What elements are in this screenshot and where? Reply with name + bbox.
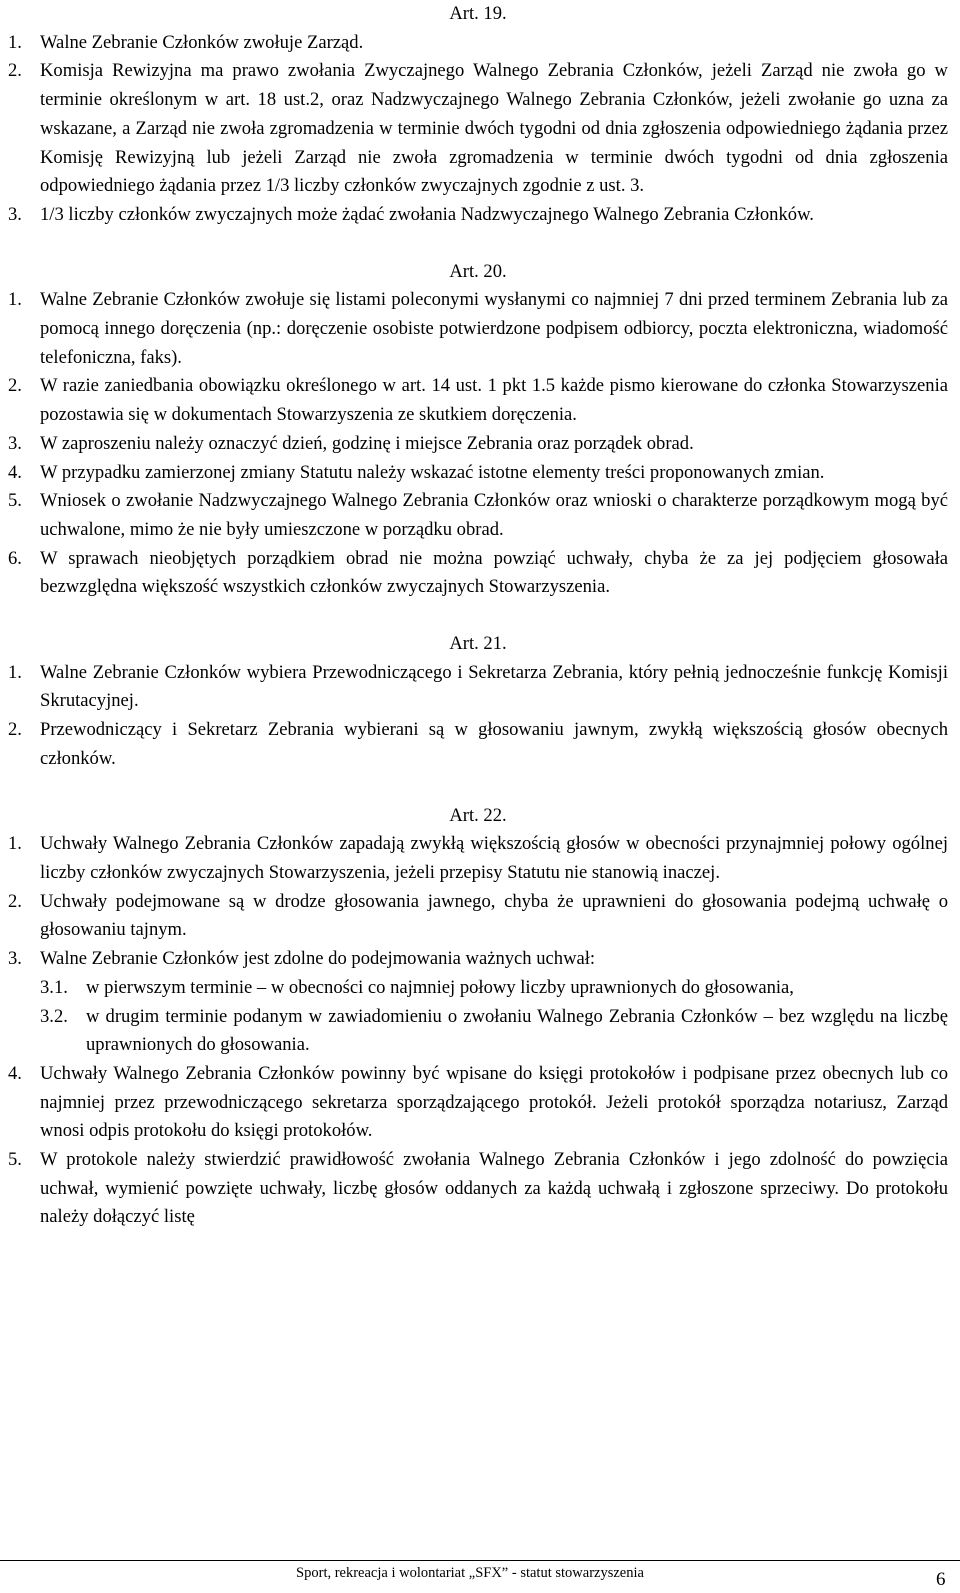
paragraph-text: Komisja Rewizyjna ma prawo zwołania Zwyczajnego Walnego Zebrania Członków, jeżeli Zarząd nie zwoła go w terminie określonym w art. 18 ust.2, oraz Nadzwyczajnego Walnego Zebrania Członków, jeżeli zwołanie go uzna za wskazane, a Zarząd nie zwoła zgromadzenia w terminie dwóch tygodni od dnia zgłoszenia odpowiedniego żądania przez Komisję Rewizyjną lub jeżeli Zarząd nie zwoła zgromadzenia w terminie dwóch tygodni od dnia zgłoszenia odpowiedniego żądania przez 1/3 liczby członków zwyczajnych zgodnie z ust. 3. bbox=[40, 60, 948, 197]
sub-paragraph-text: w drugim terminie podanym w zawiadomieniu o zwołaniu Walnego Zebrania Członków – bez względu na liczbę uprawnionych do głosowania. bbox=[86, 1005, 948, 1056]
spacer bbox=[8, 602, 948, 630]
paragraph-number: 4. bbox=[8, 1062, 22, 1084]
paragraph-text: Walne Zebranie Członków jest zdolne do podejmowania ważnych uchwał: bbox=[40, 948, 596, 970]
sub-paragraph-number: 3.2. bbox=[40, 1005, 68, 1027]
sub-paragraph bbox=[8, 974, 948, 1003]
paragraph bbox=[8, 57, 948, 201]
paragraph bbox=[8, 487, 948, 544]
article-title: Art. 19. bbox=[449, 3, 507, 24]
paragraph-number: 1. bbox=[8, 31, 22, 53]
article-21 bbox=[8, 630, 948, 774]
paragraph-text: Uchwały Walnego Zebrania Członków powinny być wpisane do księgi protokołów i podpisane przez obecnych lub co najmniej przez przewodniczącego sekretarza sporządzającego protokół. Jeżeli protokół sporządza notariusz, Zarząd wnosi odpis protokołu do księgi protokołów. bbox=[40, 1062, 948, 1142]
paragraph bbox=[8, 659, 948, 716]
paragraph-text: W protokole należy stwierdzić prawidłowość zwołania Walnego Zebrania Członków i jego zdolność do powzięcia uchwał, wymienić powzięte uchwały, liczbę głosów oddanych za każdą uchwałą i zgłoszone sprzeciwy. Do protokołu należy dołączyć listę bbox=[40, 1149, 948, 1228]
paragraph-text: Walne Zebranie Członków zwołuje Zarząd. bbox=[40, 31, 364, 53]
paragraph-number: 3. bbox=[8, 432, 22, 454]
spacer bbox=[8, 774, 948, 802]
paragraph-number: 2. bbox=[8, 60, 22, 82]
article-title: Art. 21. bbox=[449, 633, 507, 655]
paragraph-number: 5. bbox=[8, 1149, 22, 1171]
paragraph-number: 3. bbox=[8, 948, 22, 970]
sub-paragraph-number: 3.1. bbox=[40, 976, 68, 998]
paragraph-text: W zaproszeniu należy oznaczyć dzień, godzinę i miejsce Zebrania oraz porządek obrad. bbox=[40, 432, 694, 454]
paragraph bbox=[8, 945, 948, 974]
sub-paragraph bbox=[8, 1003, 948, 1060]
paragraph-number: 1. bbox=[8, 661, 22, 683]
page-footer bbox=[0, 1560, 960, 1593]
paragraph-number: 1. bbox=[8, 289, 22, 311]
paragraph-text: Walne Zebranie Członków zwołuje się listami poleconymi wysłanymi co najmniej 7 dni przed terminem Zebrania lub za pomocą innego doręczenia (np.: doręczenie osobiste potwierdzone podpisem odbiorcy, poczta elektroniczna, wiadomość telefoniczna, faks). bbox=[40, 289, 948, 368]
paragraph-number: 2. bbox=[8, 890, 22, 912]
paragraph-number: 2. bbox=[8, 375, 22, 397]
paragraph-text: W razie zaniedbania obowiązku określonego w art. 14 ust. 1 pkt 1.5 każde pismo kierowane do członka Stowarzyszenia pozostawia się w dokumentach Stowarzyszenia ze skutkiem doręczenia. bbox=[40, 375, 948, 426]
paragraph bbox=[8, 286, 948, 372]
article-20 bbox=[8, 258, 948, 602]
paragraph-text: 1/3 liczby członków zwyczajnych może żądać zwołania Nadzwyczajnego Walnego Zebrania Członków. bbox=[40, 203, 814, 225]
footer-text: Sport, rekreacja i wolontariat „SFX” - statut stowarzyszenia bbox=[296, 1565, 644, 1581]
paragraph bbox=[8, 888, 948, 945]
paragraph-text: Uchwały podejmowane są w drodze głosowania jawnego, chyba że uprawnieni do głosowania podejmą uchwałę o głosowaniu tajnym. bbox=[40, 890, 948, 941]
document-body bbox=[8, 0, 948, 1232]
paragraph-text: Uchwały Walnego Zebrania Członków zapadają zwykłą większością głosów w obecności przynajmniej połowy ogólnej liczby członków zwyczajnych Stowarzyszenia, jeżeli przepisy Statutu nie stanowią inaczej. bbox=[40, 833, 948, 883]
paragraph bbox=[8, 459, 948, 488]
paragraph bbox=[8, 545, 948, 602]
paragraph bbox=[8, 201, 948, 230]
paragraph-text: Wniosek o zwołanie Nadzwyczajnego Walnego Zebrania Członków oraz wnioski o charakterze porządkowym mogą być uchwalone, mimo że nie były umieszczone w porządku obrad. bbox=[40, 490, 948, 540]
paragraph-number: 6. bbox=[8, 547, 22, 569]
paragraph-text: W przypadku zamierzonej zmiany Statutu należy wskazać istotne elementy treści proponowanych zmian. bbox=[40, 461, 825, 483]
article-title: Art. 22. bbox=[449, 804, 507, 826]
page-number: 6 bbox=[936, 1569, 946, 1590]
paragraph-number: 4. bbox=[8, 461, 22, 483]
paragraph-text: Walne Zebranie Członków wybiera Przewodniczącego i Sekretarza Zebrania, który pełnią jednocześnie funkcję Komisji Skrutacyjnej. bbox=[40, 661, 948, 712]
sub-paragraph-text: w pierwszym terminie – w obecności co najmniej połowy liczby uprawnionych do głosowania, bbox=[86, 976, 794, 998]
paragraph bbox=[8, 1146, 948, 1232]
paragraph-number: 3. bbox=[8, 203, 22, 225]
paragraph bbox=[8, 1060, 948, 1146]
paragraph-number: 2. bbox=[8, 719, 22, 741]
spacer bbox=[8, 230, 948, 258]
article-22 bbox=[8, 802, 948, 1233]
paragraph bbox=[8, 430, 948, 459]
article-title: Art. 20. bbox=[449, 260, 507, 282]
paragraph bbox=[8, 716, 948, 773]
paragraph-number: 1. bbox=[8, 833, 22, 855]
paragraph bbox=[8, 372, 948, 429]
paragraph-number: 5. bbox=[8, 490, 22, 512]
paragraph-text: W sprawach nieobjętych porządkiem obrad nie można powziąć uchwały, chyba że za jej podjęciem głosowała bezwzględna większość wszystkich członków zwyczajnych Stowarzyszenia. bbox=[40, 547, 948, 598]
paragraph bbox=[8, 29, 948, 58]
article-19 bbox=[8, 0, 948, 230]
paragraph bbox=[8, 830, 948, 887]
paragraph-text: Przewodniczący i Sekretarz Zebrania wybierani są w głosowaniu jawnym, zwykłą większością głosów obecnych członków. bbox=[40, 719, 948, 769]
